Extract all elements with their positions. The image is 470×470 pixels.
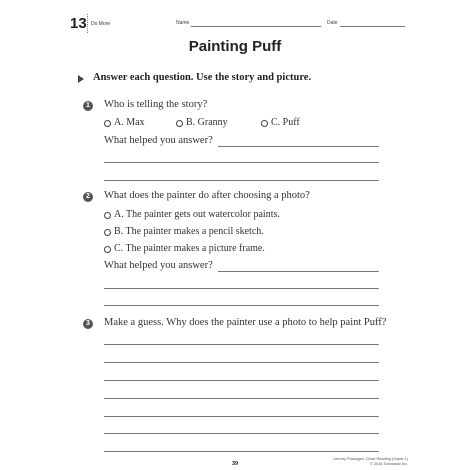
radio-q2-c[interactable] xyxy=(104,246,111,253)
answer-line[interactable] xyxy=(218,271,379,272)
answer-line[interactable] xyxy=(104,380,379,381)
answer-line[interactable] xyxy=(104,305,379,306)
radio-q1-a[interactable] xyxy=(104,120,111,127)
answer-line[interactable] xyxy=(104,180,379,181)
answer-line[interactable] xyxy=(104,398,379,399)
date-field-line[interactable] xyxy=(340,26,405,27)
date-label: Date xyxy=(327,20,338,26)
option-q2-c: C. The painter makes a picture frame. xyxy=(114,243,265,254)
unit-label: Do More xyxy=(91,21,111,27)
arrow-right-icon xyxy=(78,75,84,83)
unit-number: 13 xyxy=(70,15,87,32)
option-q2-a: A. The painter gets out watercolor paints. xyxy=(114,209,280,220)
question-3-text: Make a guess. Why does the painter use a photo to help paint Puff? xyxy=(104,317,387,328)
option-q1-a: A. Max xyxy=(114,117,145,128)
radio-q1-b[interactable] xyxy=(176,120,183,127)
answer-line[interactable] xyxy=(104,433,379,434)
radio-q2-a[interactable] xyxy=(104,212,111,219)
answer-line[interactable] xyxy=(104,288,379,289)
answer-line[interactable] xyxy=(104,344,379,345)
question-2-text: What does the painter do after choosing a photo? xyxy=(104,190,310,201)
radio-q1-c[interactable] xyxy=(261,120,268,127)
question-number-2: 2 xyxy=(83,192,93,202)
question-2-followup: What helped you answer? xyxy=(104,260,213,271)
question-1-text: Who is telling the story? xyxy=(104,99,208,110)
option-q1-b: B. Granny xyxy=(186,117,228,128)
answer-line[interactable] xyxy=(104,451,379,452)
directions: Answer each question. Use the story and picture. xyxy=(93,72,312,83)
copyright-line: © 2016 Scholastic Inc. xyxy=(370,462,408,466)
name-label: Name xyxy=(176,20,190,26)
answer-line[interactable] xyxy=(218,146,379,147)
page-number: 39 xyxy=(231,461,239,467)
name-field-line[interactable] xyxy=(191,26,321,27)
question-number-1: 1 xyxy=(83,101,93,111)
radio-q2-b[interactable] xyxy=(104,229,111,236)
option-q2-b: B. The painter makes a pencil sketch. xyxy=(114,226,264,237)
answer-line[interactable] xyxy=(104,416,379,417)
question-1-followup: What helped you answer? xyxy=(104,135,213,146)
answer-line[interactable] xyxy=(104,362,379,363)
option-q1-c: C. Puff xyxy=(271,117,300,128)
answer-line[interactable] xyxy=(104,162,379,163)
credit-line: Literary Passages: Close Reading (Grade 1) xyxy=(333,457,408,461)
page-title: Painting Puff xyxy=(188,38,282,55)
unit-divider xyxy=(87,14,88,33)
question-number-3: 3 xyxy=(83,319,93,329)
